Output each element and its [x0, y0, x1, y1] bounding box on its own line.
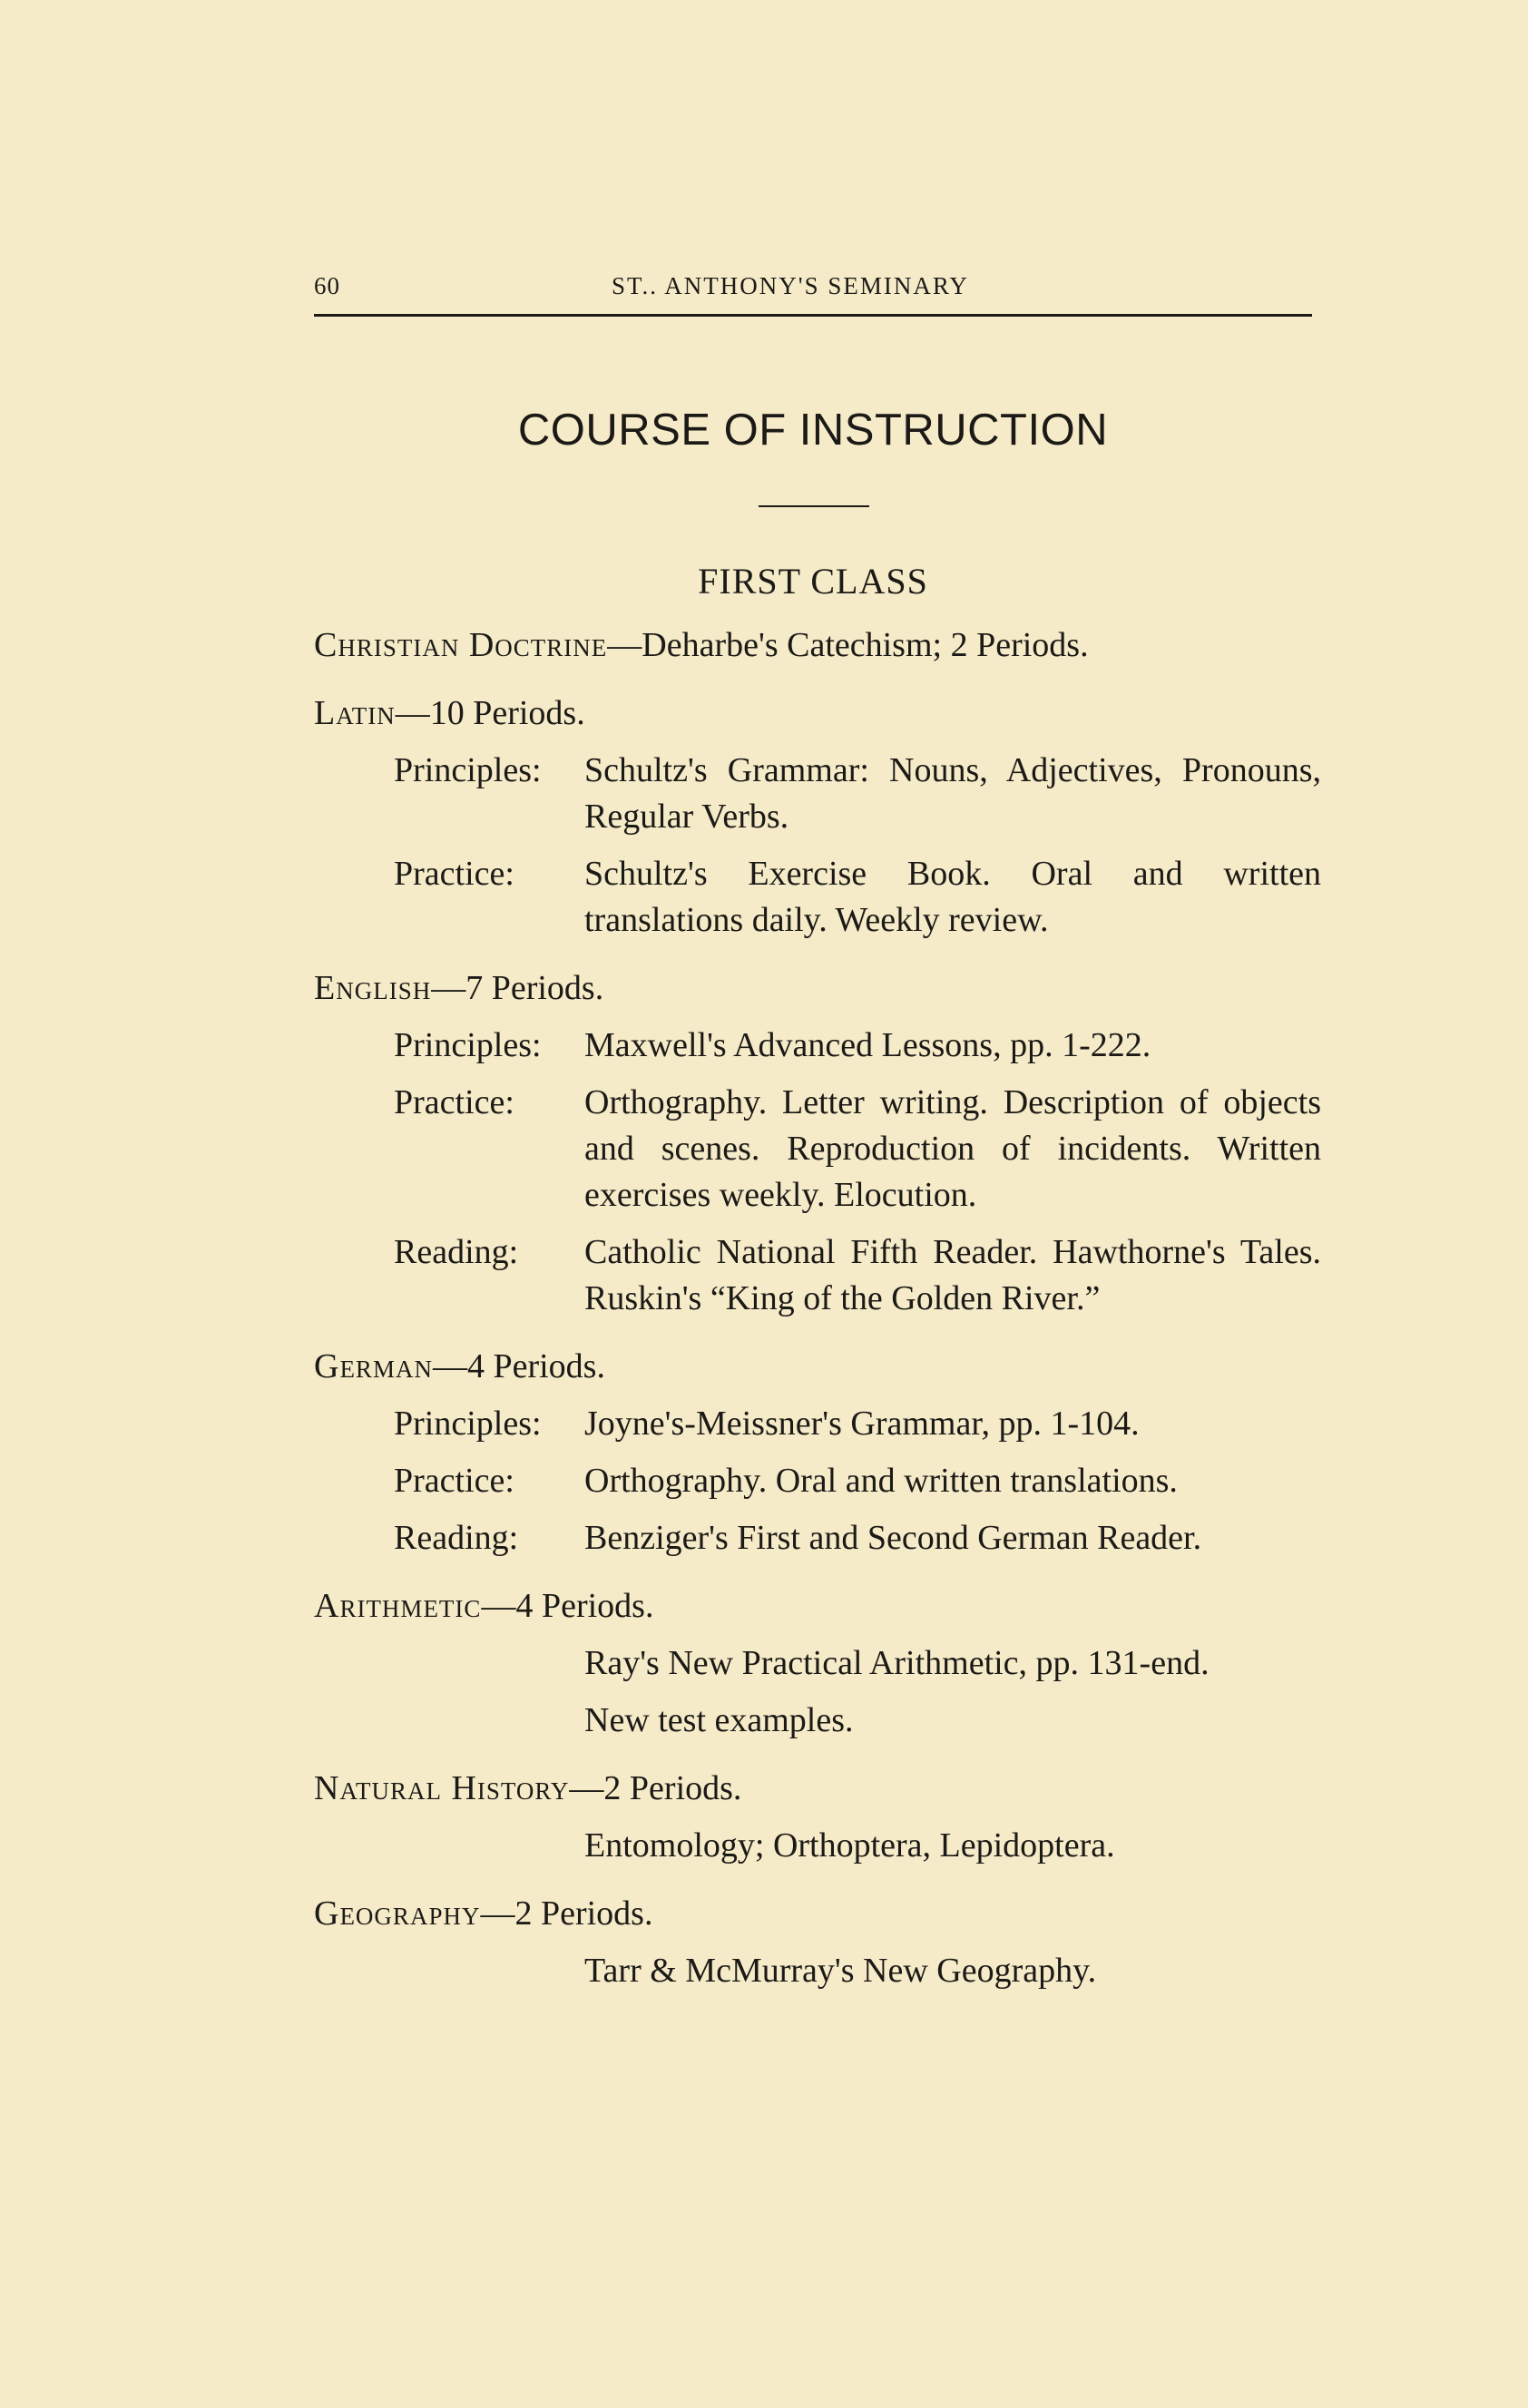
german-practice — [314, 1458, 1321, 1504]
detail-text: Joyne's-Meissner's Grammar, pp. 1-104. — [584, 1405, 1140, 1443]
german-reading — [314, 1515, 1321, 1561]
subject-periods: —4 Periods. — [481, 1587, 654, 1625]
subject-latin — [314, 690, 1321, 944]
subject-name: English — [314, 969, 432, 1007]
page-number: 60 — [314, 272, 340, 299]
subject-geography — [314, 1891, 1321, 1994]
subject-arithmetic — [314, 1583, 1321, 1744]
subject-heading — [314, 1891, 1321, 1937]
english-reading — [314, 1229, 1321, 1322]
subject-heading — [314, 622, 1321, 669]
detail-label: Practice: — [394, 1462, 514, 1500]
geography-text: Tarr & McMurray's New Geography. — [584, 1952, 1097, 1990]
subject-periods: —Deharbe's Catechism; 2 Periods. — [607, 626, 1089, 664]
detail-text: Schultz's Grammar: Nouns, Adjectives, Pronouns, Regular Verbs. — [584, 751, 1321, 836]
natural-history-text: Entomology; Orthoptera, Lepidoptera. — [584, 1826, 1115, 1865]
detail-label: Reading: — [394, 1519, 519, 1557]
subject-german — [314, 1344, 1321, 1561]
subject-heading — [314, 1344, 1321, 1390]
subject-heading — [314, 1766, 1321, 1812]
subject-heading — [314, 965, 1321, 1012]
english-principles — [314, 1023, 1321, 1069]
subject-periods: —7 Periods. — [431, 969, 604, 1007]
subject-name: Latin — [314, 694, 396, 732]
page-title: COURSE OF INSTRUCTION — [517, 406, 1109, 455]
latin-practice — [314, 851, 1321, 944]
subject-heading — [314, 690, 1321, 737]
subject-name: German — [314, 1347, 433, 1385]
detail-text: Orthography. Oral and written translations. — [584, 1462, 1178, 1500]
subject-name: Christian Doctrine — [314, 626, 608, 664]
subject-periods: —2 Periods. — [480, 1894, 653, 1933]
german-principles — [314, 1401, 1321, 1447]
arithmetic-text: Ray's New Practical Arithmetic, pp. 131-end. — [584, 1644, 1210, 1682]
subject-heading — [314, 1583, 1321, 1630]
detail-text: Benziger's First and Second German Reader. — [584, 1519, 1202, 1557]
detail-label: Practice: — [394, 1083, 514, 1121]
header-rule — [314, 314, 1312, 317]
english-practice — [314, 1080, 1321, 1219]
subject-periods: —10 Periods. — [395, 694, 585, 732]
title-divider — [759, 505, 869, 507]
course-content — [314, 622, 1321, 2005]
running-head — [314, 272, 1312, 308]
subject-natural-history — [314, 1766, 1321, 1869]
detail-text: Maxwell's Advanced Lessons, pp. 1-222. — [584, 1026, 1151, 1064]
subject-periods: —4 Periods. — [432, 1347, 605, 1385]
detail-text: Orthography. Letter writing. Description of objects and scenes. Reproduction of incidents. Written exercises weekly. Elocution. — [584, 1083, 1321, 1214]
class-heading: FIRST CLASS — [698, 561, 928, 602]
subject-periods: —2 Periods. — [569, 1769, 742, 1807]
subject-name: Natural History — [314, 1769, 570, 1807]
detail-label: Reading: — [394, 1233, 519, 1271]
detail-text: Schultz's Exercise Book. Oral and written translations daily. Weekly review. — [584, 855, 1321, 939]
running-head-title: ST.. ANTHONY'S SEMINARY — [612, 272, 969, 299]
arithmetic-text-2: New test examples. — [584, 1701, 854, 1739]
subject-christian-doctrine — [314, 622, 1321, 669]
latin-principles — [314, 748, 1321, 840]
subject-name: Arithmetic — [314, 1587, 482, 1625]
detail-text: Catholic National Fifth Reader. Hawthorne's Tales. Ruskin's “King of the Golden River.” — [584, 1233, 1321, 1317]
detail-label: Principles: — [394, 1026, 542, 1064]
subject-name: Geography — [314, 1894, 481, 1933]
detail-label: Principles: — [394, 1405, 542, 1443]
detail-label: Practice: — [394, 855, 514, 893]
subject-english — [314, 965, 1321, 1322]
detail-label: Principles: — [394, 751, 542, 789]
